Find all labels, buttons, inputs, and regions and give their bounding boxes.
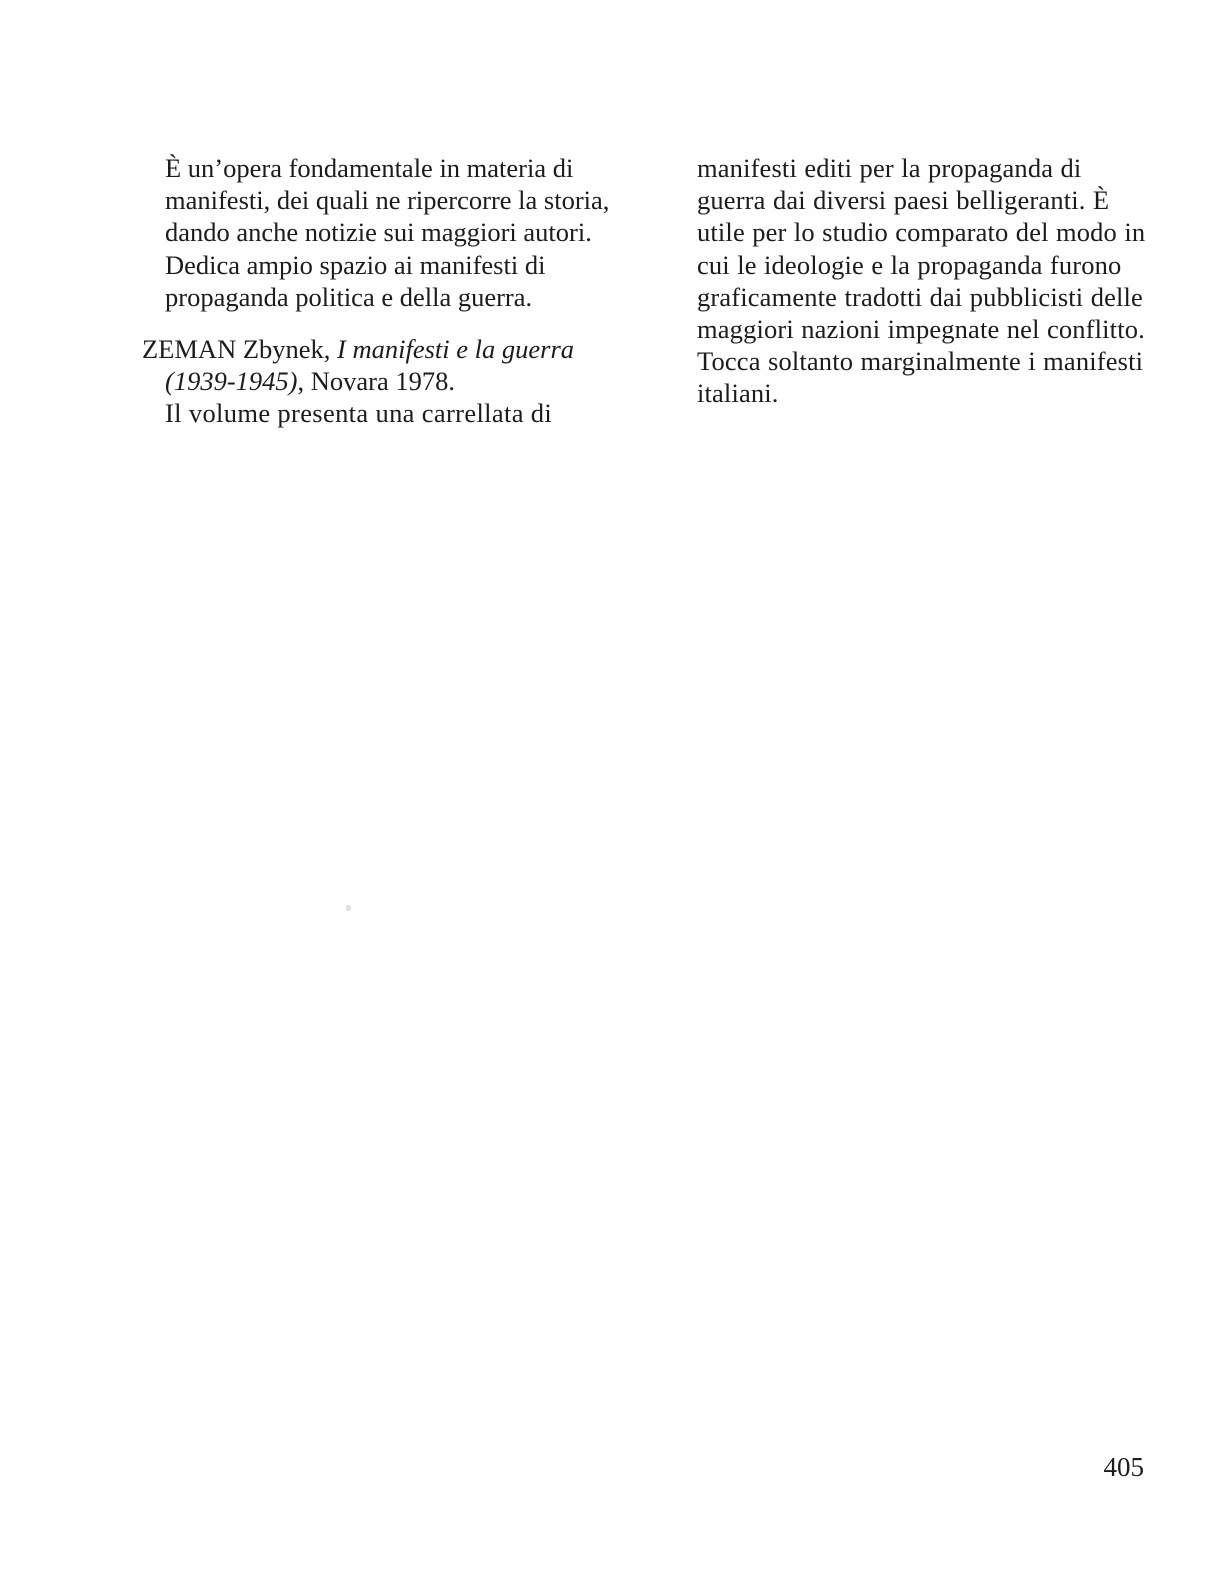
entry-author: ZEMAN Zbynek, <box>142 334 338 365</box>
right-text-column <box>697 152 1149 410</box>
intro-paragraph: È un’opera fondamentale in materia di manifesti, dei quali ne ripercorre la storia, dando anche notizie sui maggiori autori. Dedica ampio spazio ai manifesti di propaganda politica e della guerra. <box>165 153 610 312</box>
left-text-column <box>142 152 632 430</box>
bibliography-entry <box>142 333 632 430</box>
entry-annotation: Il volume presenta una carrellata di <box>165 398 553 429</box>
scan-speck <box>346 905 351 911</box>
page-number: 405 <box>1103 1452 1144 1482</box>
continuation-paragraph: manifesti editi per la propaganda di guerra dai diversi paesi belligeranti. È utile per lo studio comparato del modo in cui le ideologie e la propaganda furono graficamente tradotti dai pubblicisti delle maggiori nazioni impegnate nel conflitto. Tocca soltanto marginalmente i manifesti italiani. <box>697 153 1146 409</box>
entry-title: I manifesti e la guerra (1939-1945) <box>165 334 575 397</box>
entry-imprint: , Novara 1978. <box>297 366 455 397</box>
